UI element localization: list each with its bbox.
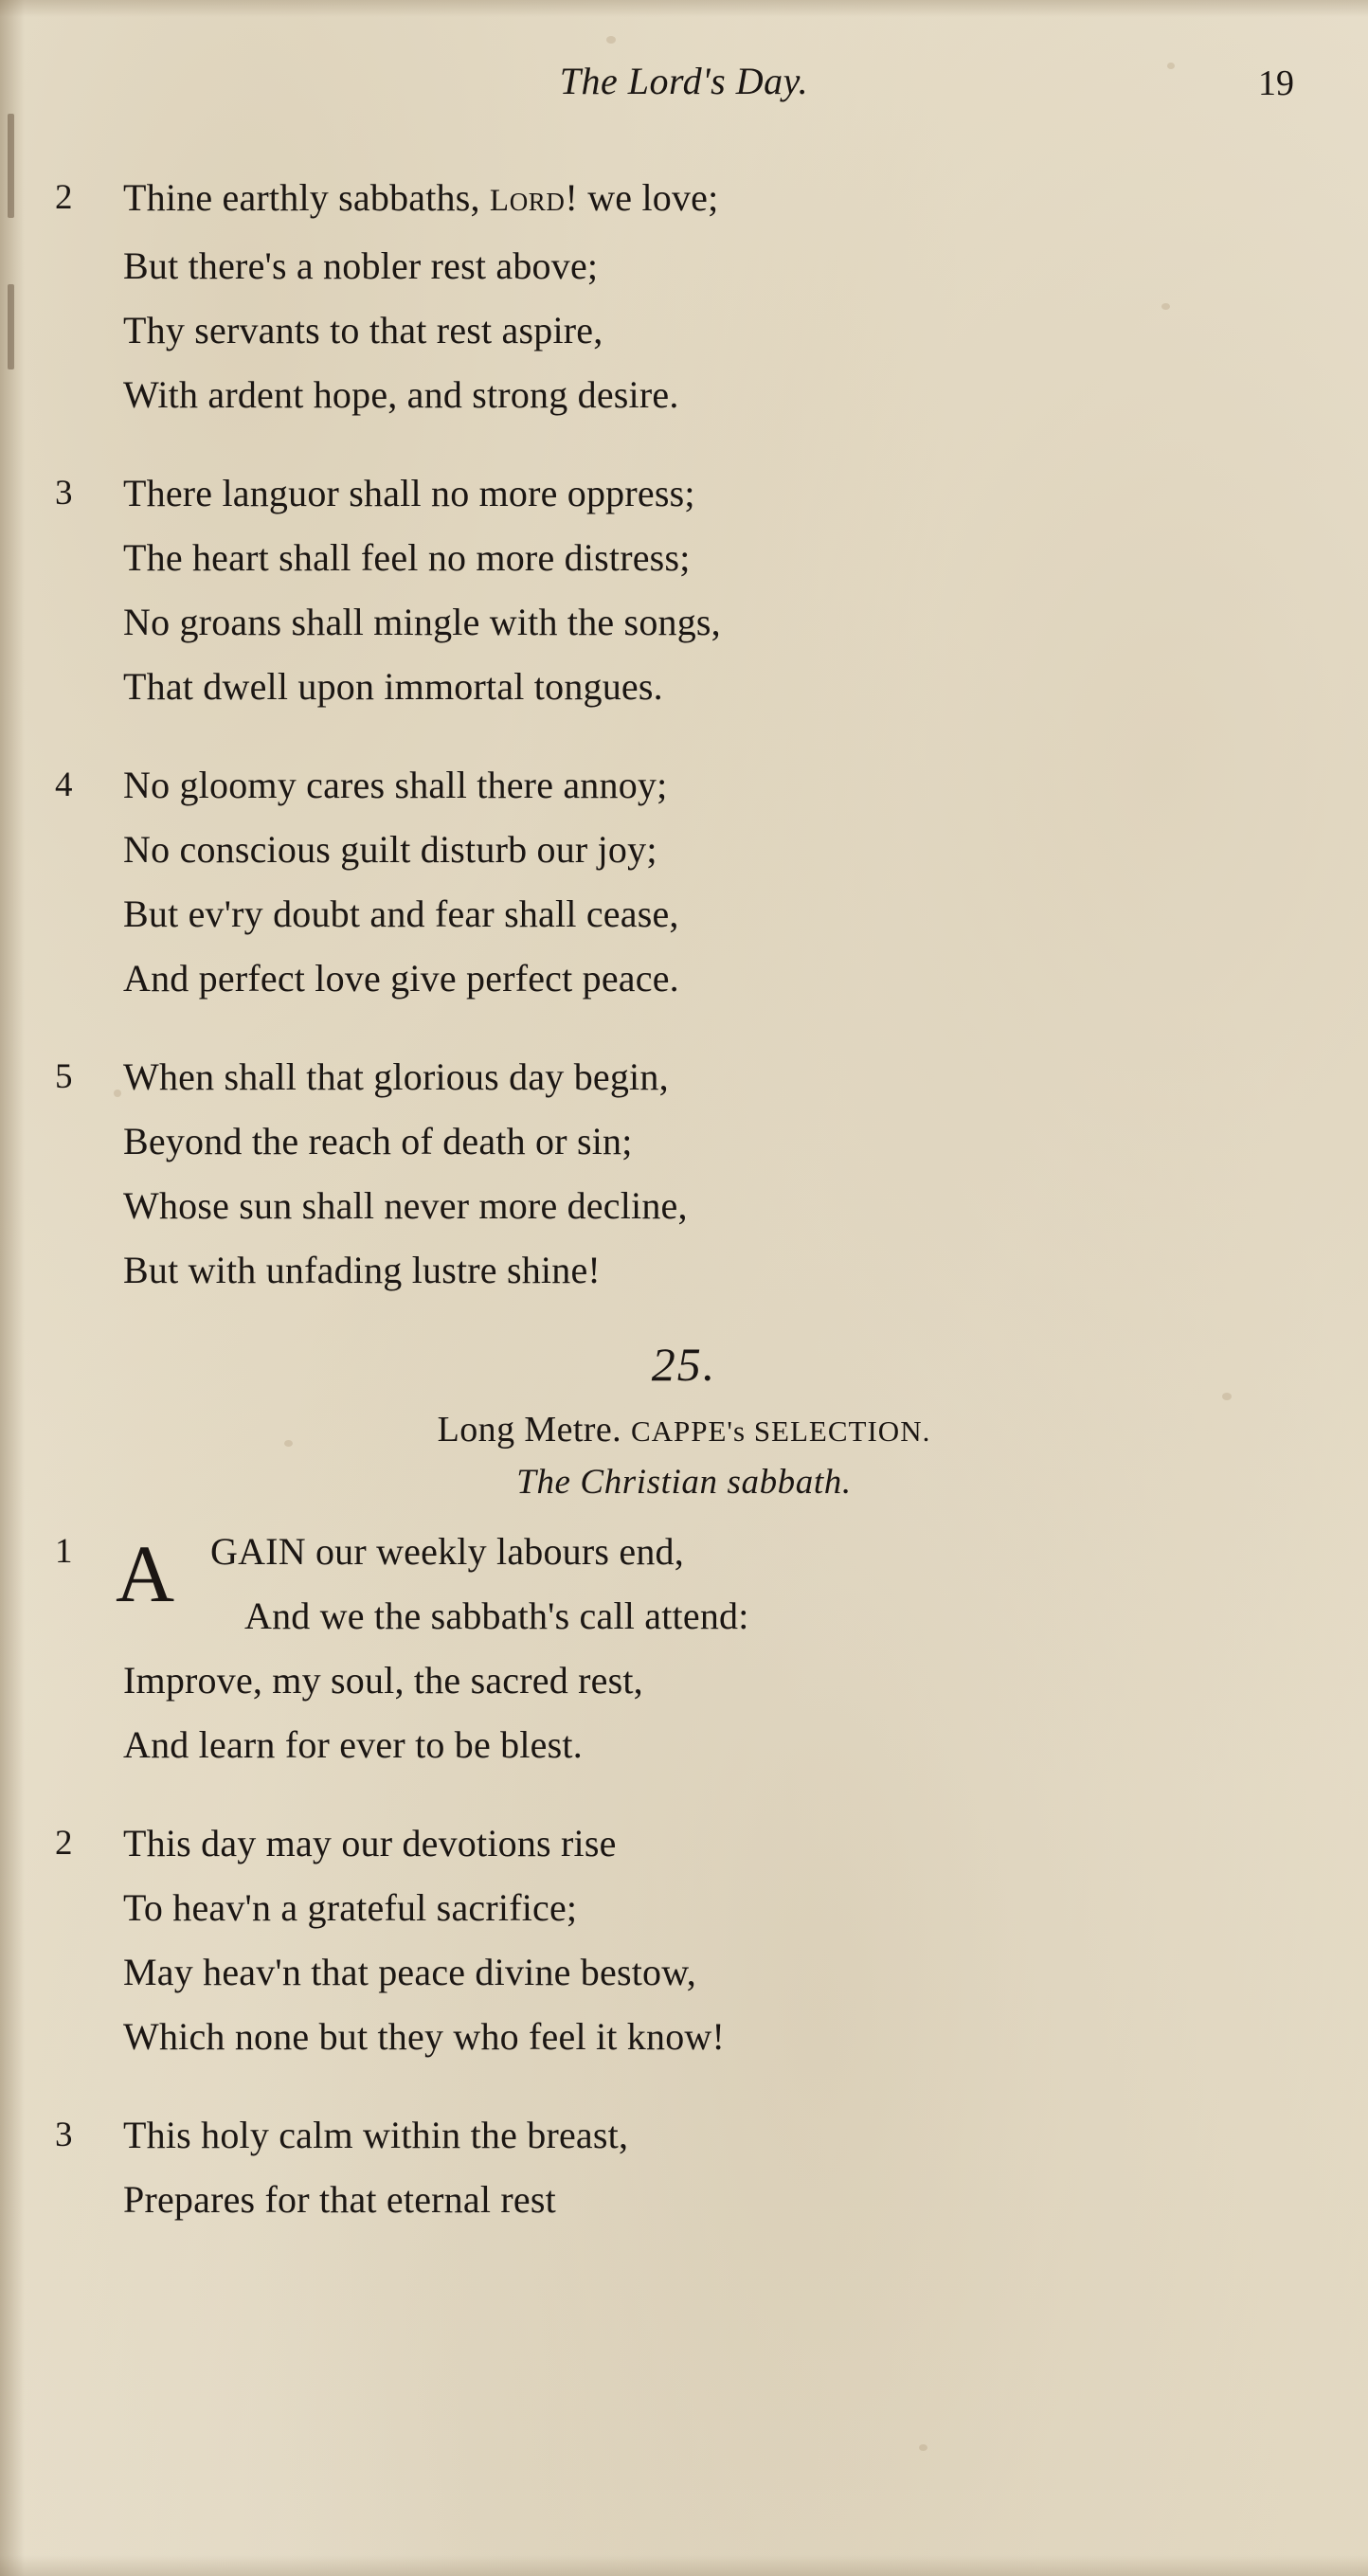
verse-line: Thy servants to that rest aspire, <box>123 309 603 351</box>
stanza-number: 3 <box>55 2116 73 2154</box>
verse-line: But there's a nobler rest above; <box>123 244 599 287</box>
verse-line: But with unfading lustre shine! <box>123 1249 601 1291</box>
verse-line: There languor shall no more oppress; <box>123 472 695 514</box>
stanza-number: 5 <box>55 1057 73 1096</box>
hymn-source: CAPPE's SELECTION. <box>630 1414 931 1448</box>
stanza <box>0 461 1368 719</box>
verse-line: That dwell upon immortal tongues. <box>123 665 663 708</box>
verse-line: Beyond the reach of death or sin; <box>123 1120 633 1162</box>
stanza-number: 4 <box>55 766 73 804</box>
paper-speck <box>919 2444 927 2451</box>
verse-line: Thine earthly sabbaths, LORD! we love; <box>123 176 719 219</box>
verse-line: To heav'n a grateful sacrifice; <box>123 1886 578 1929</box>
stanza <box>0 2103 1368 2232</box>
hymn-subtitle: The Christian sabbath. <box>516 1463 852 1502</box>
stanza-number: 2 <box>55 1824 73 1863</box>
stanza <box>0 1520 1368 1777</box>
verse-line: Prepares for that eternal rest <box>123 2178 556 2221</box>
verse-line: When shall that glorious day begin, <box>123 1055 669 1098</box>
verse-line: May heav'n that peace divine bestow, <box>123 1951 696 1993</box>
verse-line: No conscious guilt disturb our joy; <box>123 828 657 871</box>
page-header <box>0 59 1368 112</box>
stanza <box>0 1811 1368 2069</box>
verse-line: This holy calm within the breast, <box>123 2114 629 2156</box>
running-title: The Lord's Day. <box>559 60 809 102</box>
stanza <box>0 166 1368 427</box>
verse-line: But ev'ry doubt and fear shall cease, <box>123 892 679 935</box>
stanza-number: 3 <box>55 474 73 513</box>
hymn-number: 25. <box>651 1338 717 1391</box>
verse-line: With ardent hope, and strong desire. <box>123 373 679 416</box>
hymn-metre: Long Metre. <box>437 1410 622 1450</box>
page-edge-shadow-bottom <box>0 2555 1368 2576</box>
drop-cap-letter: A <box>116 1528 175 1619</box>
verse-line: GAIN our weekly labours end, <box>210 1530 684 1573</box>
verse-line: Whose sun shall never more decline, <box>123 1184 688 1227</box>
verse-line: Which none but they who feel it know! <box>123 2015 726 2058</box>
verse-line: And perfect love give perfect peace. <box>123 957 679 1000</box>
page-number: 19 <box>1258 63 1294 103</box>
stanza-number: 1 <box>55 1532 73 1571</box>
dropcap-block <box>116 1520 1368 1648</box>
verse-line: No groans shall mingle with the songs, <box>123 601 721 643</box>
page-edge-shadow-top <box>0 0 1368 17</box>
verse-line: And we the sabbath's call attend: <box>244 1594 749 1637</box>
stanza <box>0 1045 1368 1303</box>
verse-line: No gloomy cares shall there annoy; <box>123 764 668 806</box>
verse-line: This day may our devotions rise <box>123 1822 617 1864</box>
stanza <box>0 753 1368 1011</box>
paper-speck <box>606 36 616 44</box>
verse-line: Improve, my soul, the sacred rest, <box>123 1659 643 1702</box>
verse-line: And learn for ever to be blest. <box>123 1723 583 1766</box>
verse-line: The heart shall feel no more distress; <box>123 536 691 579</box>
hymn-metre-source <box>0 1409 1368 1450</box>
text-column <box>0 166 1368 2266</box>
stanza-number: 2 <box>55 178 73 217</box>
